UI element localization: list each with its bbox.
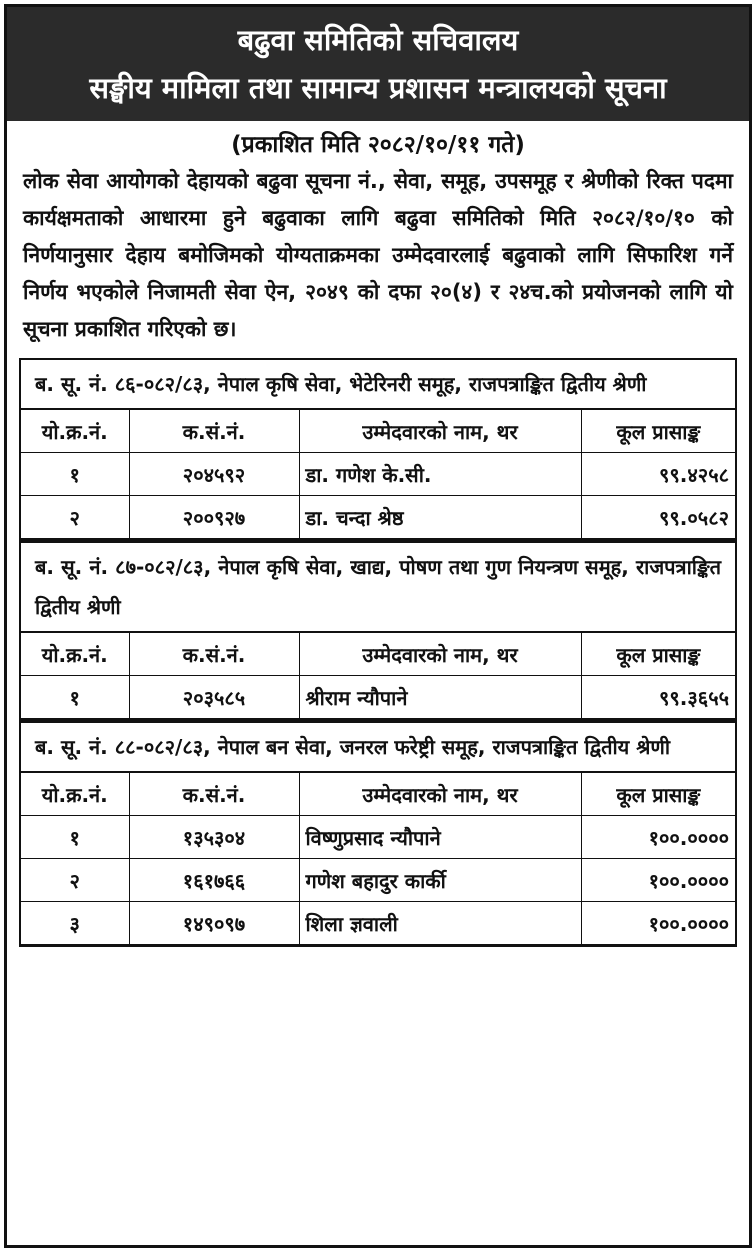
cell-score: ९९.४२५८ — [581, 453, 735, 496]
col-serial: यो.क्र.नं. — [21, 773, 129, 816]
cell-serial: २ — [21, 859, 129, 902]
cell-score: १००.०००० — [581, 859, 735, 902]
table-header-row — [21, 410, 735, 453]
cell-name: डा. चन्दा श्रेष्ठ — [299, 496, 581, 539]
cell-name: गणेश बहादुर कार्की — [299, 859, 581, 902]
cell-serial: १ — [21, 816, 129, 859]
cell-score: ९९.३६५५ — [581, 676, 735, 719]
table-row — [21, 496, 735, 539]
cell-score: १००.०००० — [581, 816, 735, 859]
cell-symbol: १३५३०४ — [129, 816, 299, 859]
table-row — [21, 453, 735, 496]
col-name: उम्मेदवारको नाम, थर — [299, 410, 581, 453]
section-heading: ब. सू. नं. ८८-०८२/८३, नेपाल बन सेवा, जनरल फरेष्ट्री समूह, राजपत्राङ्कित द्वितीय श्रेणी — [21, 723, 735, 773]
section-heading: ब. सू. नं. ८७-०८२/८३, नेपाल कृषि सेवा, खाद्य, पोषण तथा गुण नियन्त्रण समूह, राजपत्राङ्कित द्वितीय श्रेणी — [21, 543, 735, 633]
header-line-1: बढुवा समितिको सचिवालय — [237, 23, 519, 57]
table-row — [21, 816, 735, 859]
candidate-table — [21, 773, 735, 945]
col-serial: यो.क्र.नं. — [21, 410, 129, 453]
section-86 — [21, 360, 735, 541]
notice-header — [7, 7, 749, 121]
cell-name: विष्णुप्रसाद न्यौपाने — [299, 816, 581, 859]
cell-serial: १ — [21, 453, 129, 496]
col-score: कूल प्रासाङ्क — [581, 633, 735, 676]
table-row — [21, 902, 735, 945]
cell-score: १००.०००० — [581, 902, 735, 945]
notice-page — [4, 4, 752, 1248]
cell-name: शिला ज्ञवाली — [299, 902, 581, 945]
cell-serial: ३ — [21, 902, 129, 945]
table-row — [21, 859, 735, 902]
cell-symbol: २०३५८५ — [129, 676, 299, 719]
published-date: (प्रकाशित मिति २०८२/१०/११ गते) — [231, 132, 525, 158]
section-heading: ब. सू. नं. ८६-०८२/८३, नेपाल कृषि सेवा, भेटेरिनरी समूह, राजपत्राङ्कित द्वितीय श्रेणी — [21, 360, 735, 410]
table-row — [21, 676, 735, 719]
cell-symbol: २००९२७ — [129, 496, 299, 539]
cell-name: डा. गणेश के.सी. — [299, 453, 581, 496]
candidate-table — [21, 633, 735, 719]
cell-name: श्रीराम न्यौपाने — [299, 676, 581, 719]
header-line-2: सङ्घीय मामिला तथा सामान्य प्रशासन मन्त्रालयको सूचना — [89, 71, 667, 105]
col-score: कूल प्रासाङ्क — [581, 773, 735, 816]
col-symbol: क.सं.नं. — [129, 773, 299, 816]
cell-serial: २ — [21, 496, 129, 539]
col-symbol: क.सं.नं. — [129, 633, 299, 676]
table-header-row — [21, 773, 735, 816]
col-name: उम्मेदवारको नाम, थर — [299, 773, 581, 816]
section-87 — [21, 541, 735, 721]
cell-symbol: १४९०९७ — [129, 902, 299, 945]
intro-paragraph: लोक सेवा आयोगको देहायको बढुवा सूचना नं., सेवा, समूह, उपसमूह र श्रेणीको रिक्त पदमा कार्यक्षमताको आधारमा हुने बढुवाका लागि बढुवा समितिको मिति २०८२/१०/१० को निर्णयानुसार देहाय बमोजिमको योग्यताक्रमका उम्मेदवारलाई बढुवाको लागि सिफारिश गर्ने निर्णय भएकोले निजामती सेवा ऐन, २०४९ को दफा २०(४) र २४च.को प्रयोजनको लागि यो सूचना प्रकाशित गरिएको छ। — [23, 169, 733, 341]
candidate-table — [21, 410, 735, 539]
cell-symbol: २०४५९२ — [129, 453, 299, 496]
cell-symbol: १६१७६६ — [129, 859, 299, 902]
col-name: उम्मेदवारको नाम, थर — [299, 633, 581, 676]
recommendation-tables — [19, 358, 737, 947]
cell-serial: १ — [21, 676, 129, 719]
col-symbol: क.सं.नं. — [129, 410, 299, 453]
table-header-row — [21, 633, 735, 676]
cell-score: ९९.०५८२ — [581, 496, 735, 539]
col-serial: यो.क्र.नं. — [21, 633, 129, 676]
section-88 — [21, 721, 735, 945]
col-score: कूल प्रासाङ्क — [581, 410, 735, 453]
